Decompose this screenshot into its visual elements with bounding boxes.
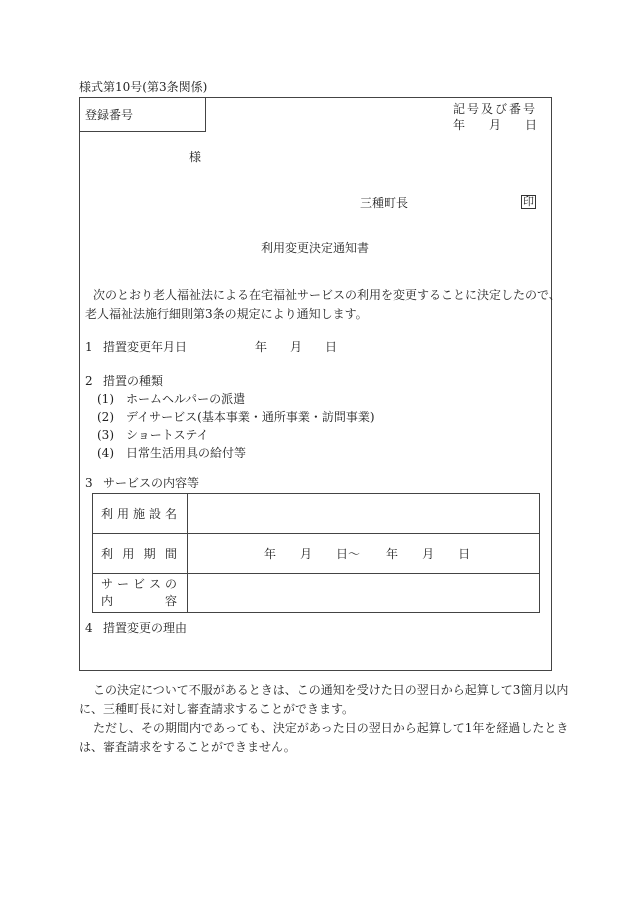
- notice-line-2: に、三種町長に対し審査請求することができます。: [79, 702, 355, 716]
- period-day-2: 日: [458, 547, 471, 561]
- form-header: 様式第10号(第3条関係): [79, 80, 208, 94]
- registration-label: 登録番号: [85, 108, 134, 122]
- option-text: ショートステイ: [126, 428, 209, 442]
- option-text: デイサービス(基本事業・通所事業・訪問事業): [126, 410, 375, 424]
- facility-value[interactable]: [188, 494, 540, 534]
- item1-month: 月: [290, 340, 303, 354]
- option-number: (3): [97, 428, 114, 442]
- period-year-1: 年: [264, 547, 277, 561]
- service-table: [92, 493, 540, 613]
- content-value[interactable]: [188, 574, 540, 613]
- period-year-2: 年: [386, 547, 399, 561]
- period-month-2: 月: [422, 547, 435, 561]
- item1-label: 措置変更年月日: [103, 340, 188, 354]
- number-label: 記号及び番号: [453, 102, 538, 116]
- item1-year: 年: [255, 340, 268, 354]
- item4-number: 4: [85, 621, 93, 635]
- period-day-1: 日〜: [336, 547, 361, 561]
- content-label: サ ー ビ ス の 内 容: [93, 574, 188, 613]
- intro-line-1: 次のとおり老人福祉法による在宅福祉サービスの利用を変更することに決定したので、: [93, 288, 561, 302]
- table-row: [93, 494, 540, 534]
- issuer: 三種町長: [360, 196, 409, 210]
- notice-line-4: は、審査請求をすることができません。: [79, 740, 296, 754]
- period-value[interactable]: [188, 534, 540, 574]
- intro-line-2: 老人福祉法施行細則第3条の規定により通知します。: [85, 307, 368, 321]
- addressee-suffix: 様: [189, 150, 202, 164]
- item2-label: 措置の種類: [103, 374, 164, 388]
- item3-number: 3: [85, 476, 93, 490]
- option-text: 日常生活用具の給付等: [126, 446, 247, 460]
- option-number: (1): [97, 392, 114, 406]
- item1-number: 1: [85, 340, 93, 354]
- period-label: 利 用 期 間: [93, 534, 188, 574]
- item3-label: サービスの内容等: [103, 476, 200, 490]
- date-day: 日: [525, 118, 538, 132]
- date-month: 月: [489, 118, 502, 132]
- seal-stamp: 印: [523, 195, 534, 208]
- item2-number: 2: [85, 374, 93, 388]
- item1-day: 日: [325, 340, 338, 354]
- date-year: 年: [453, 118, 466, 132]
- item4-label: 措置変更の理由: [103, 621, 188, 635]
- document-title: 利用変更決定通知書: [261, 241, 370, 255]
- period-month-1: 月: [300, 547, 313, 561]
- notice-line-1: この決定について不服があるときは、この通知を受けた日の翌日から起算して3箇月以内: [93, 683, 569, 697]
- option-text: ホームヘルパーの派遣: [126, 392, 246, 406]
- option-number: (2): [97, 410, 114, 424]
- table-row: [93, 574, 540, 613]
- facility-label: 利 用 施 設 名: [93, 494, 188, 534]
- option-number: (4): [97, 446, 114, 460]
- notice-line-3: ただし、その期間内であっても、決定があった日の翌日から起算して1年を経過したとき: [93, 721, 569, 735]
- table-row: [93, 534, 540, 574]
